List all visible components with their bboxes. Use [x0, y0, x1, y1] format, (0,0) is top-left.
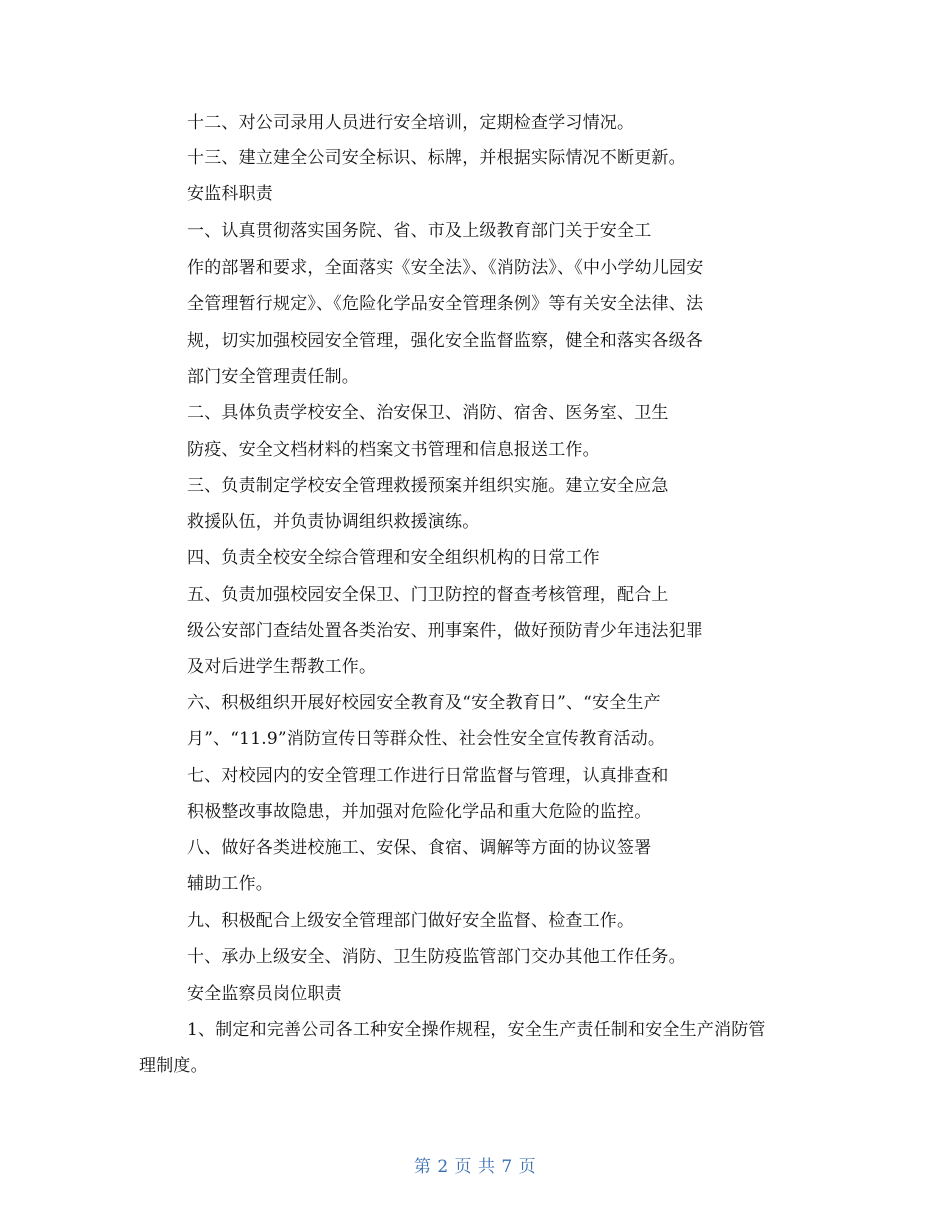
text-line: 六、积极组织开展好校园安全教育及“安全教育日”、“安全生产: [187, 693, 661, 713]
text-line: 四、负责全校安全综合管理和安全组织机构的日常工作: [187, 548, 600, 568]
text-line: 辅助工作。: [187, 874, 273, 894]
text-line: 1、制定和完善公司各工种安全操作规程，安全生产责任制和安全生产消防管: [187, 1020, 766, 1040]
text-line: 全管理暂行规定》、《危险化学品安全管理条例》等有关安全法律、法: [187, 294, 704, 314]
text-line: 救援队伍，并负责协调组织救援演练。: [187, 512, 480, 532]
section-heading: 安监科职责: [187, 184, 273, 204]
text-line: 八、做好各类进校施工、安保、食宿、调解等方面的协议签署: [187, 838, 652, 858]
text-line: 七、对校园内的安全管理工作进行日常监督与管理，认真排查和: [187, 766, 669, 786]
text-line: 及对后进学生帮教工作。: [187, 657, 377, 677]
text-line: 五、负责加强校园安全保卫、门卫防控的督查考核管理，配合上: [187, 585, 669, 605]
section-heading: 安全监察员岗位职责: [187, 984, 342, 1004]
text-line: 作的部署和要求，全面落实《安全法》、《消防法》、《中小学幼儿园安: [187, 258, 704, 278]
text-line: 部门安全管理责任制。: [187, 367, 359, 387]
text-line: 二、具体负责学校安全、治安保卫、消防、宿舍、医务室、卫生: [187, 403, 669, 423]
text-line: 积极整改事故隐患，并加强对危险化学品和重大危险的监控。: [187, 802, 652, 822]
text-line: 理制度。: [139, 1056, 208, 1076]
text-line: 月”、“11.9”消防宣传日等群众性、社会性安全宣传教育活动。: [187, 729, 666, 749]
text-line: 九、积极配合上级安全管理部门做好安全监督、检查工作。: [187, 911, 635, 931]
page-number-footer: 第 2 页 共 7 页: [413, 1157, 537, 1177]
text-line: 三、负责制定学校安全管理救援预案并组织实施。建立安全应急: [187, 476, 669, 496]
text-line: 一、认真贯彻落实国务院、省、市及上级教育部门关于安全工: [187, 221, 652, 241]
text-line: 十、承办上级安全、消防、卫生防疫监管部门交办其他工作任务。: [187, 947, 686, 967]
text-line: 规，切实加强校园安全管理，强化安全监督监察，健全和落实各级各: [187, 331, 703, 351]
text-line: 级公安部门查结处置各类治安、刑事案件，做好预防青少年违法犯罪: [187, 621, 703, 641]
text-line: 防疫、安全文档材料的档案文书管理和信息报送工作。: [187, 440, 600, 460]
text-line: 十二、对公司录用人员进行安全培训，定期检查学习情况。: [187, 113, 635, 133]
text-line: 十三、建立建全公司安全标识、标牌，并根据实际情况不断更新。: [187, 148, 686, 168]
